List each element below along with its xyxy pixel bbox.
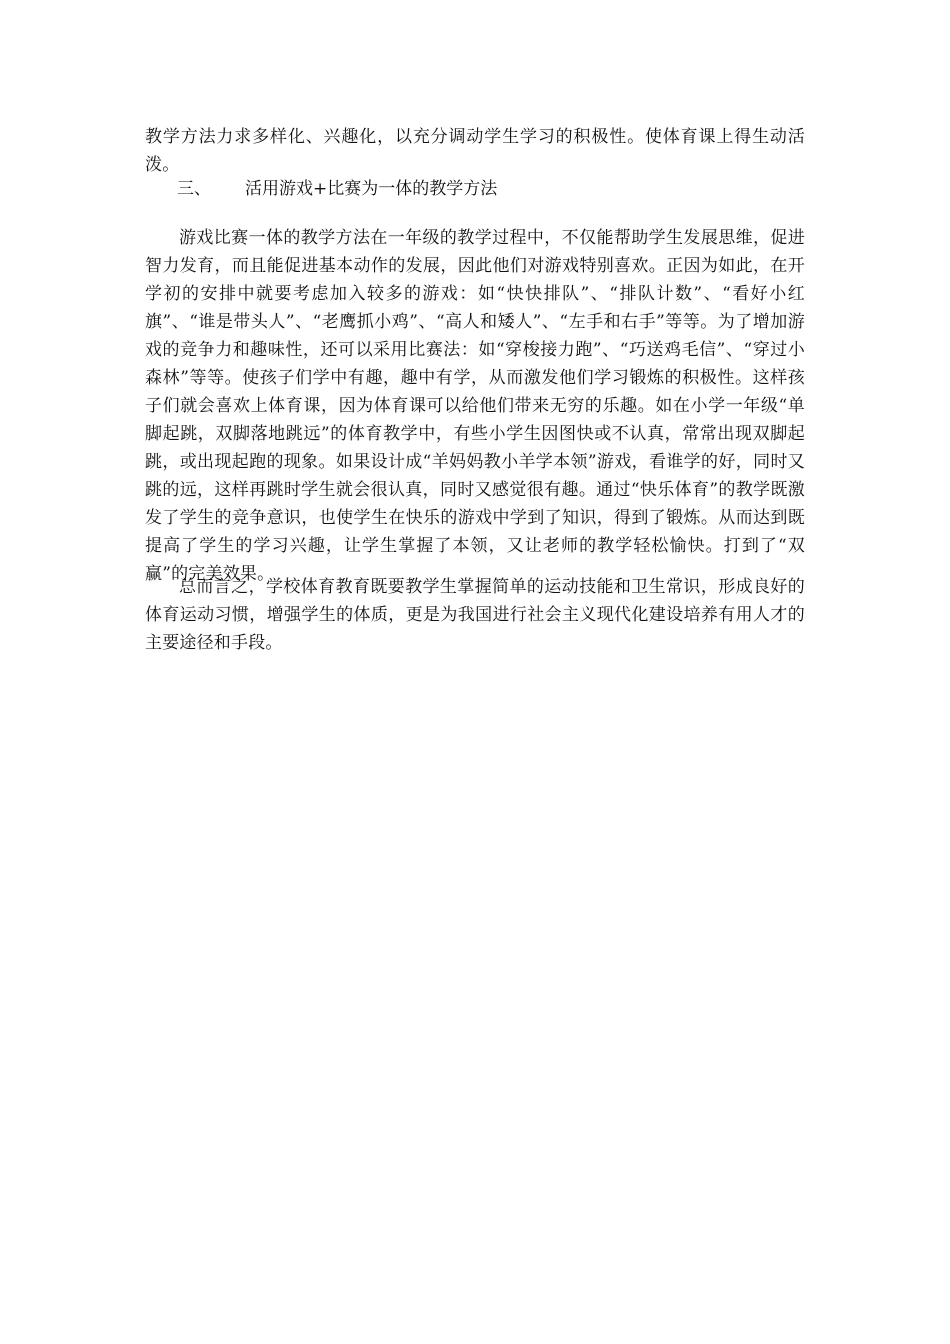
intro-paragraph: 教学方法力求多样化、兴趣化，以充分调动学生学习的积极性。使体育课上得生动活泼。: [145, 127, 805, 175]
summary-paragraph: 总而言之，学校体育教育既要教学生掌握简单的运动技能和卫生常识，形成良好的体育运动习惯，增强学生的体质，更是为我国进行社会主义现代化建设培养有用人才的主要途径和手段。: [145, 577, 805, 653]
section-heading: [177, 175, 497, 203]
main-paragraph: 游戏比赛一体的教学方法在一年级的教学过程中，不仅能帮助学生发展思维，促进智力发育，而且能促进基本动作的发展，因此他们对游戏特别喜欢。正因为如此，在开学初的安排中就要考虑加入较多的游戏：如“快快排队”、“排队计数”、“看好小红旗”、“谁是带头人”、“老鹰抓小鸡”、“高人和矮人”、“左手和右手”等等。为了增加游戏的竞争力和趣味性，还可以采用比赛法：如“穿梭接力跑”、“巧送鸡毛信”、“穿过小森林”等等。使孩子们学中有趣，趣中有学，从而激发他们学习锻炼的积极性。这样孩子们就会喜欢上体育课，因为体育课可以给他们带来无穷的乐趣。如在小学一年级“单脚起跳，双脚落地跳远”的体育教学中，有些小学生因图快或不认真，常常出现双脚起跳，或出现起跑的现象。如果设计成“羊妈妈教小羊学本领”游戏，看谁学的好，同时又跳的远，这样再跳时学生就会很认真，同时又感觉很有趣。通过“快乐体育”的教学既激发了学生的竞争意识，也使学生在快乐的游戏中学到了知识，得到了锻炼。从而达到既提高了学生的学习兴趣，让学生掌握了本领，又让老师的教学轻松愉快。打到了“双赢”的完美效果。: [145, 228, 805, 584]
section-title: 活用游戏+比赛为一体的教学方法: [245, 179, 498, 199]
section-number: 三、: [177, 179, 211, 199]
